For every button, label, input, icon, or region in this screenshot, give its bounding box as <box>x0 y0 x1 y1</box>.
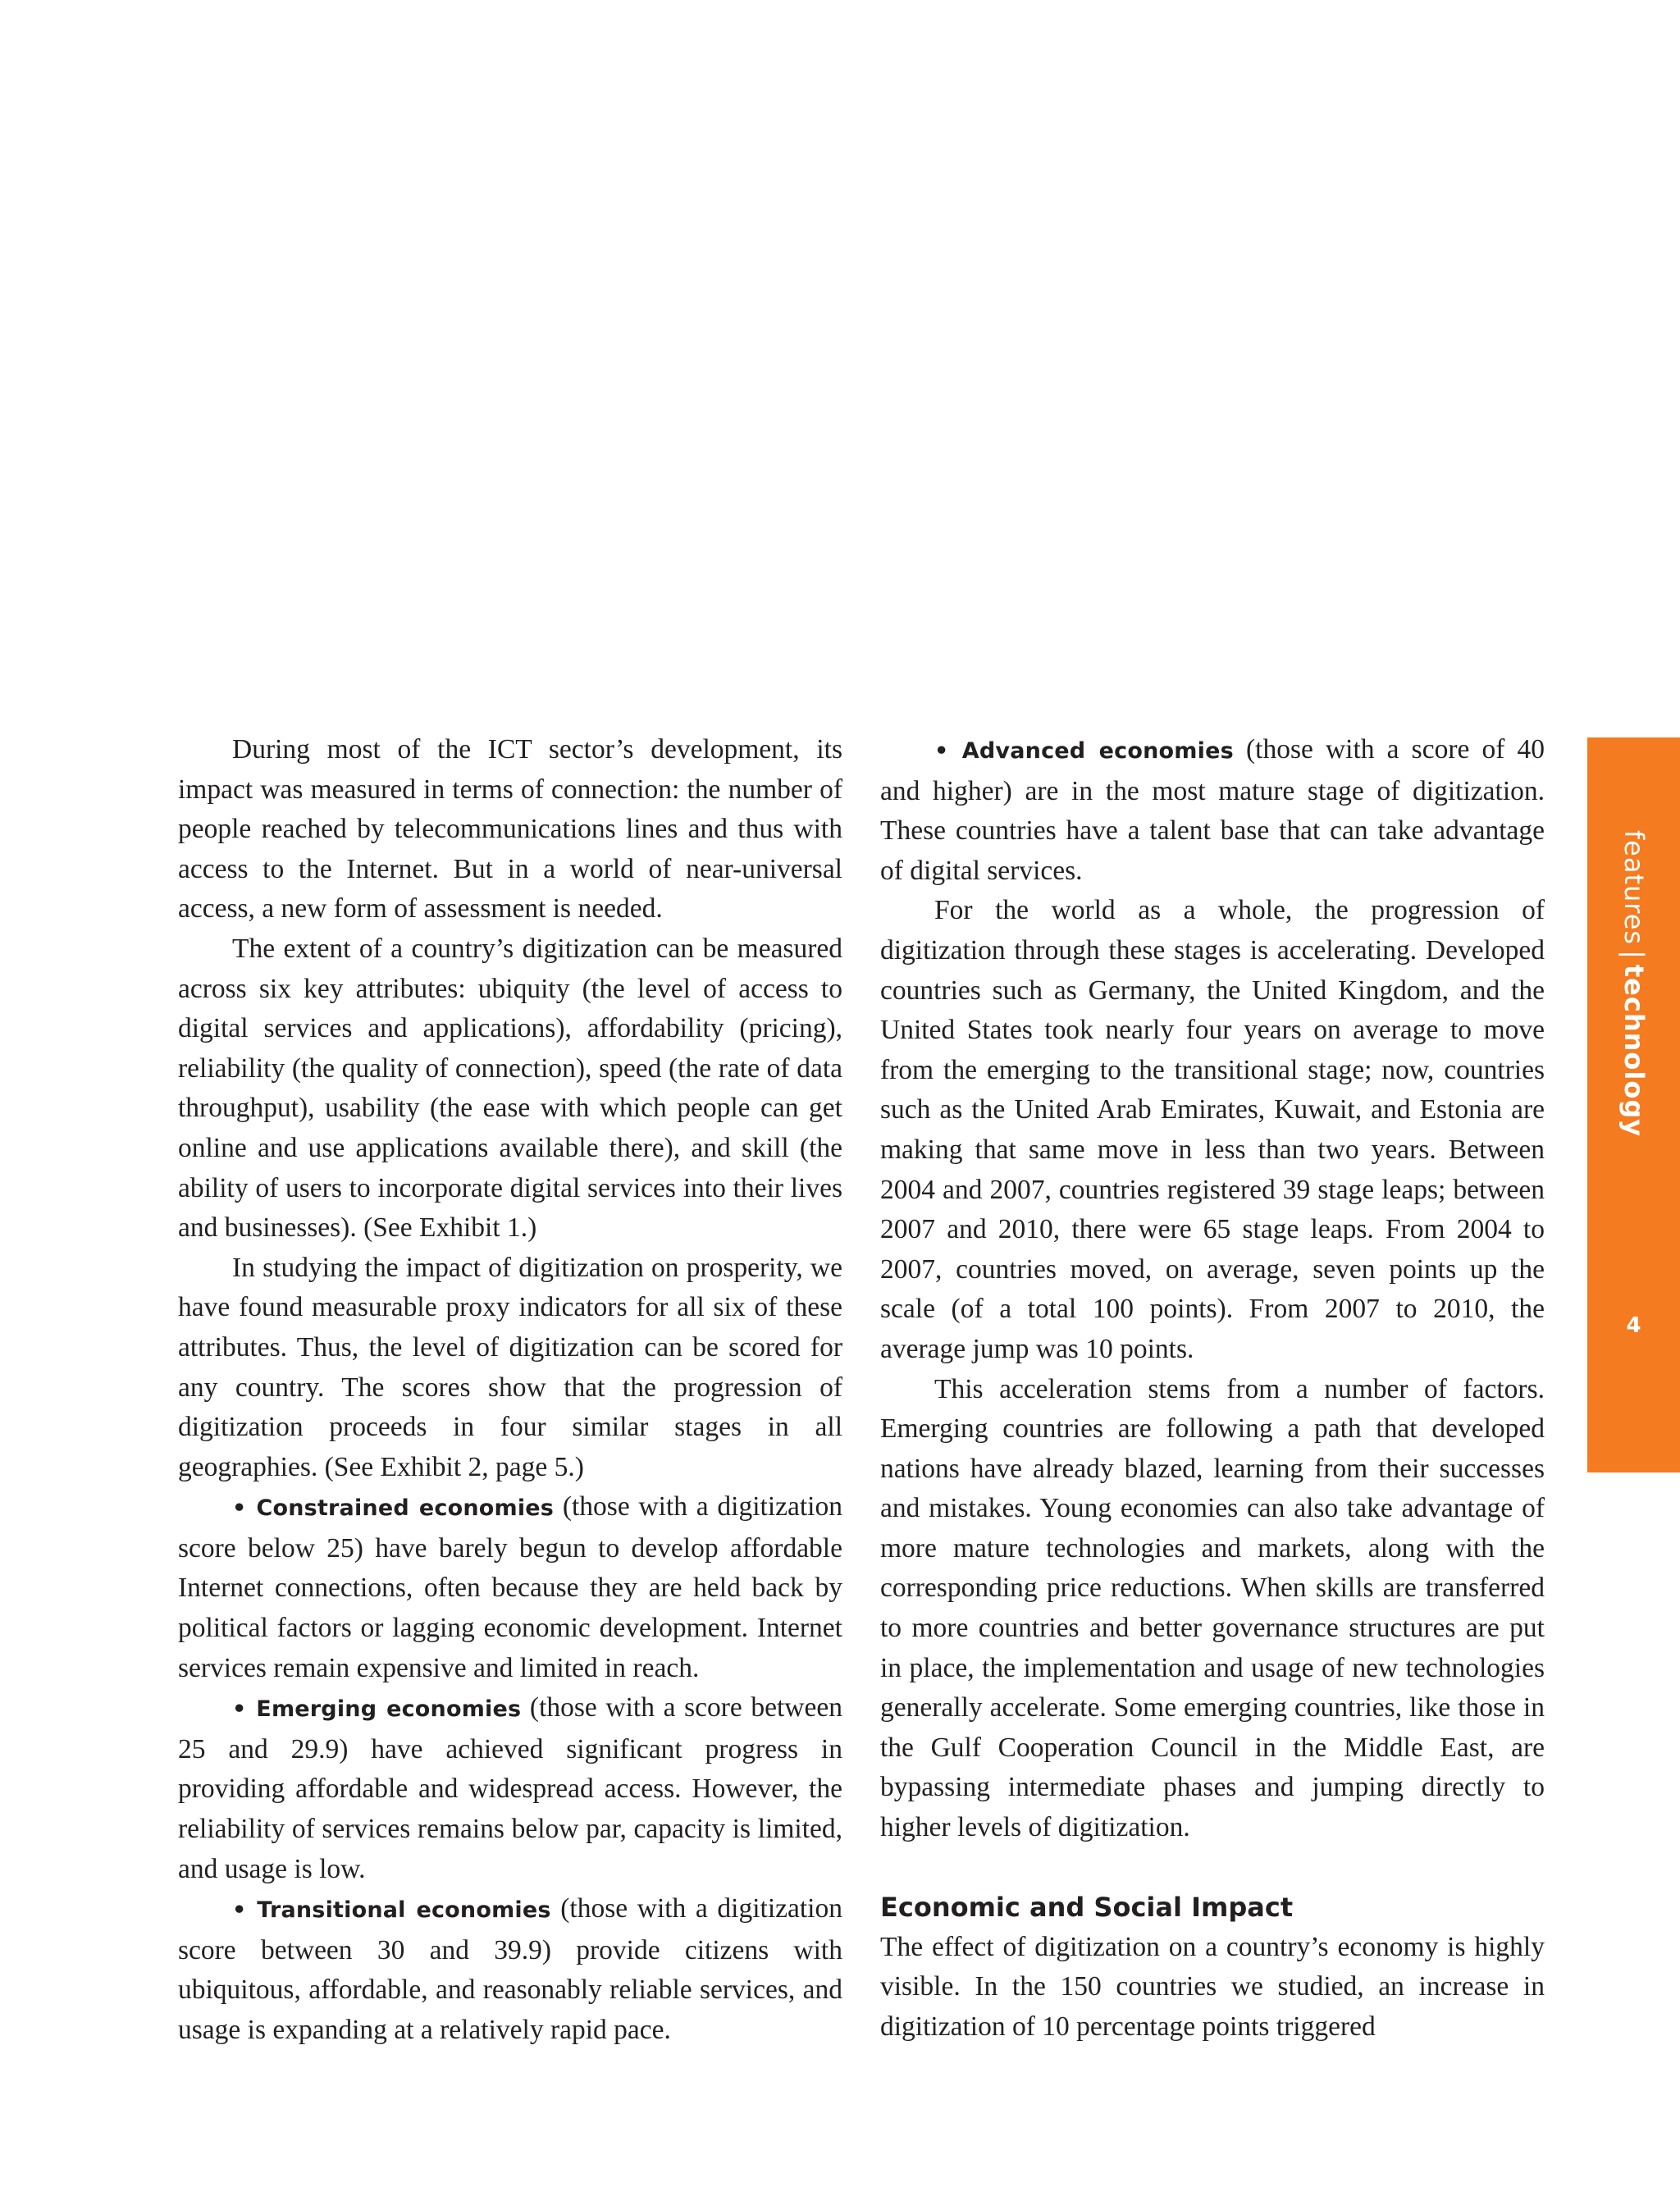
bullet-constrained-economies <box>178 1487 842 1688</box>
bullet-text-constrained: (those with a digitization score below 25) have barely begun to develop affordable Internet connections, often because they are held back by political factors or lagging economic development. Internet services remain expensive and limited in reach. <box>178 1491 842 1683</box>
section-heading: Economic and Social Impact <box>880 1892 1294 1924</box>
paragraph-acceleration-factors: This acceleration stems from a number of factors. Emerging countries are following a path that developed nations have already blazed, learning from their successes and mistakes. Young economies can also take advantage of more mature technologies and markets, along with the corresponding price reductions. When skills are transferred to more countries and better governance structures are put in place, the implementation and usage of new technologies generally accelerate. Some emerging countries, like those in the Gulf Cooperation Council in the Middle East, are bypassing intermediate phases and jumping directly to higher levels of digitization. <box>880 1373 1545 1843</box>
bullet-lead-advanced: • Advanced economies <box>934 738 1234 764</box>
right-column <box>880 730 1545 2048</box>
left-column <box>178 730 842 2051</box>
bullet-text-advanced: (those with a score of 40 and higher) are in the most mature stage of digitization. These countries have a talent base that can take advantage of digital services. <box>880 734 1545 886</box>
section-label <box>1618 830 1650 1137</box>
section-separator: | <box>1618 950 1650 960</box>
paragraph-measurement-history: During most of the ICT sector’s development, its impact was measured in terms of connection: the number of people reached by telecommunications lines and thus with access to the Internet. But in a world of near-universal access, a new form of assessment is needed. <box>178 734 842 924</box>
bullet-text-emerging: (those with a score between 25 and 29.9) have achieved significant progress in providing affordable and widespread access. However, the reliability of services remains below par, capacity is limited, and usage is low. <box>178 1692 842 1884</box>
page-number: 4 <box>1626 1313 1641 1338</box>
paragraph-proxy-indicators: In studying the impact of digitization on prosperity, we have found measurable proxy indicators for all six of these attributes. Thus, the level of digitization can be scored for any country. The scores show that the progression of digitization proceeds in four similar stages in all geographies. (See Exhibit 2, page 5.) <box>178 1252 842 1482</box>
bullet-emerging-economies <box>178 1688 842 1889</box>
bullet-lead-transitional: • Transitional economies <box>232 1897 551 1924</box>
bullet-advanced-economies <box>880 730 1545 891</box>
paragraph-progression-accelerating: For the world as a whole, the progression of digitization through these stages is accelerating. Developed countries such as Germany, the United Kingdom, and the United States took nearly four years on average to move from the emerging to the transitional stage; now, countries such as the United Arab Emirates, Kuwait, and Estonia are making that same move in less than two years. Between 2004 and 2007, countries registered 39 stage leaps; between 2007 and 2010, there were 65 stage leaps. From 2004 to 2007, countries moved, on average, seven points up the scale (of a total 100 points). From 2007 to 2010, the average jump was 10 points. <box>880 895 1545 1364</box>
bullet-text-transitional: (those with a digitization score between 30 and 39.9) provide citizens with ubiquitous, affordable, and reasonably reliable services, and usage is expanding at a relatively rapid pace. <box>178 1893 842 2045</box>
section-topic: technology <box>1618 964 1650 1138</box>
bullet-lead-constrained: • Constrained economies <box>232 1495 555 1522</box>
paragraph-six-attributes: The extent of a country’s digitization can be measured across six key attributes: ubiquity (the level of access to digital services and applications), affordability (pricing), reliability (the quality of connection), speed (the rate of data throughput), usability (the ease with which people can get online and use applications available there), and skill (the ability of users to incorporate digital services into their lives and businesses). (See Exhibit 1.) <box>178 933 842 1244</box>
section-name: features <box>1618 829 1650 946</box>
section-side-tab <box>1587 737 1680 1472</box>
bullet-lead-emerging: • Emerging economies <box>232 1696 522 1723</box>
paragraph-economic-effect: The effect of digitization on a country’s economy is highly visible. In the 150 countries we studied, an increase in digitization of 10 percentage points triggered <box>880 1931 1545 2042</box>
bullet-transitional-economies <box>178 1889 842 2050</box>
